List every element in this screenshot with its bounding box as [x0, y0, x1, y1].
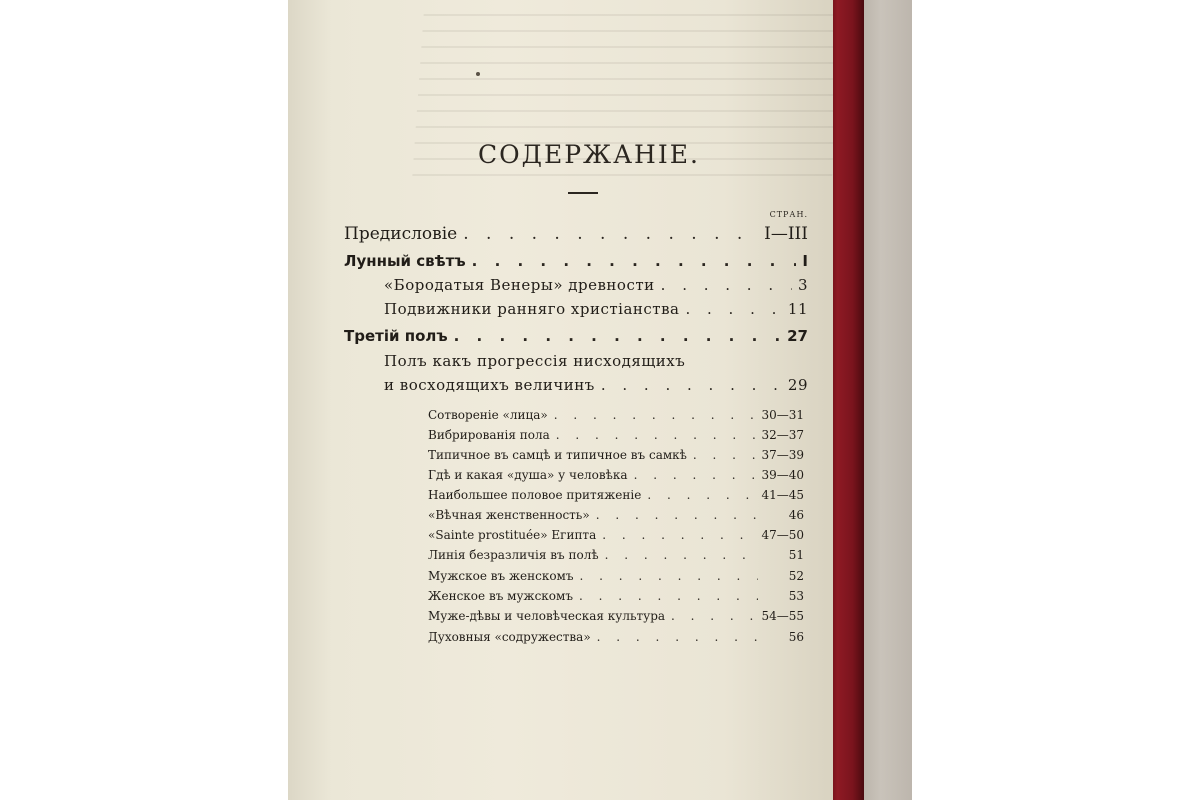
toc-entry: [428, 528, 804, 542]
background-left: [0, 0, 288, 800]
toc-entry-label: Линiя безразличiя въ полѣ: [428, 548, 599, 562]
leader-dots: [647, 488, 755, 502]
toc-entry-label: Типичное въ самцѣ и типичное въ самкѣ: [428, 448, 687, 462]
toc-entry-page: I—III: [764, 224, 808, 244]
leader-dots: [634, 468, 756, 482]
leader-dots: [596, 508, 758, 522]
leader-dots: [463, 224, 758, 244]
toc-entry: [428, 630, 804, 644]
toc-entry-page: 53: [788, 589, 804, 603]
toc-entry: [428, 448, 804, 462]
toc-entry-page: 37—39: [761, 448, 804, 462]
leader-dots: [602, 528, 755, 542]
toc-entry-label: и восходящихъ величинъ: [384, 376, 595, 394]
table-surface: [860, 0, 912, 800]
toc-entry-label: Вибрированiя пола: [428, 428, 550, 442]
toc-entry-page: 27: [787, 327, 808, 345]
leader-dots: [454, 327, 781, 345]
toc-entry: [344, 327, 808, 345]
toc-entry-page: I: [802, 252, 808, 270]
leader-dots: [601, 376, 782, 394]
toc-entry-page: 39—40: [761, 468, 804, 482]
toc-entry-label: Предисловiе: [344, 224, 458, 244]
toc-entry-page: 54—55: [761, 609, 804, 623]
toc-entry-page: 30—31: [761, 408, 804, 422]
toc-entry-page: 56: [788, 630, 804, 644]
toc-entry-label: «Sainte prostituée» Египта: [428, 528, 597, 542]
toc-entry-label: «Вѣчная женственность»: [428, 508, 590, 522]
toc-entry-label: Полъ какъ прогрессiя нисходящихъ: [384, 352, 686, 370]
toc-entry: [344, 252, 808, 270]
toc-entry-label: Гдѣ и какая «душа» у человѣка: [428, 468, 628, 482]
toc-entry-page: 29: [787, 376, 808, 394]
leader-dots: [605, 548, 758, 562]
toc-entry-label: Лунный свѣтъ: [344, 252, 466, 270]
leader-dots: [472, 252, 797, 270]
leader-dots: [554, 408, 756, 422]
leader-dots: [597, 630, 758, 644]
toc-entry-label: Третiй полъ: [344, 327, 448, 345]
leader-dots: [556, 428, 756, 442]
toc-entry: [428, 548, 804, 562]
page-title: СОДЕРЖАНIЕ.: [478, 140, 700, 169]
toc-entry-label: Мужское въ женскомъ: [428, 569, 574, 583]
toc-entry-label: Муже-дѣвы и человѣческая культура: [428, 609, 666, 623]
toc-entry: [384, 376, 808, 394]
toc-entry-label: Подвижники ранняго христiанства: [384, 300, 680, 318]
leader-dots: [693, 448, 756, 462]
leader-dots: [685, 300, 781, 318]
toc-entry-label: Женское въ мужскомъ: [428, 589, 573, 603]
toc-entry: [384, 300, 808, 318]
toc-entry: [428, 468, 804, 482]
toc-entry: [344, 224, 808, 244]
toc-entry-page: 47—50: [761, 528, 804, 542]
toc-entry-label: Духовныя «содружества»: [428, 630, 591, 644]
toc-entry: [428, 508, 804, 522]
toc-entry-page: 3: [797, 276, 808, 294]
toc-entry-label: Сотворенiе «лица»: [428, 408, 548, 422]
leader-dots: [671, 609, 755, 623]
title-rule: [568, 192, 598, 194]
leader-dots: [579, 589, 758, 603]
toc-entry: [384, 276, 808, 294]
toc-entry-page: 46: [788, 508, 804, 522]
book-page: [288, 0, 833, 800]
toc-entry-page: 52: [788, 569, 804, 583]
page-speck: [476, 72, 480, 76]
toc-entry: [428, 609, 804, 623]
toc-entry-page: 11: [787, 300, 808, 318]
toc-entry-label: «Бородатыя Венеры» древности: [384, 276, 655, 294]
toc-entry: [428, 589, 804, 603]
toc-entry: [428, 428, 804, 442]
toc-entry-page: 51: [788, 548, 804, 562]
toc-entry: [428, 408, 804, 422]
toc-entry-page: 41—45: [761, 488, 804, 502]
leader-dots: [661, 276, 792, 294]
leader-dots: [580, 569, 758, 583]
toc-entry: [428, 569, 804, 583]
column-header: СТРАН.: [769, 210, 808, 219]
toc-entry-label: Наибольшее половое притяженiе: [428, 488, 642, 502]
toc-entry: [428, 488, 804, 502]
toc-entry-page: 32—37: [761, 428, 804, 442]
background-right: [912, 0, 1200, 800]
